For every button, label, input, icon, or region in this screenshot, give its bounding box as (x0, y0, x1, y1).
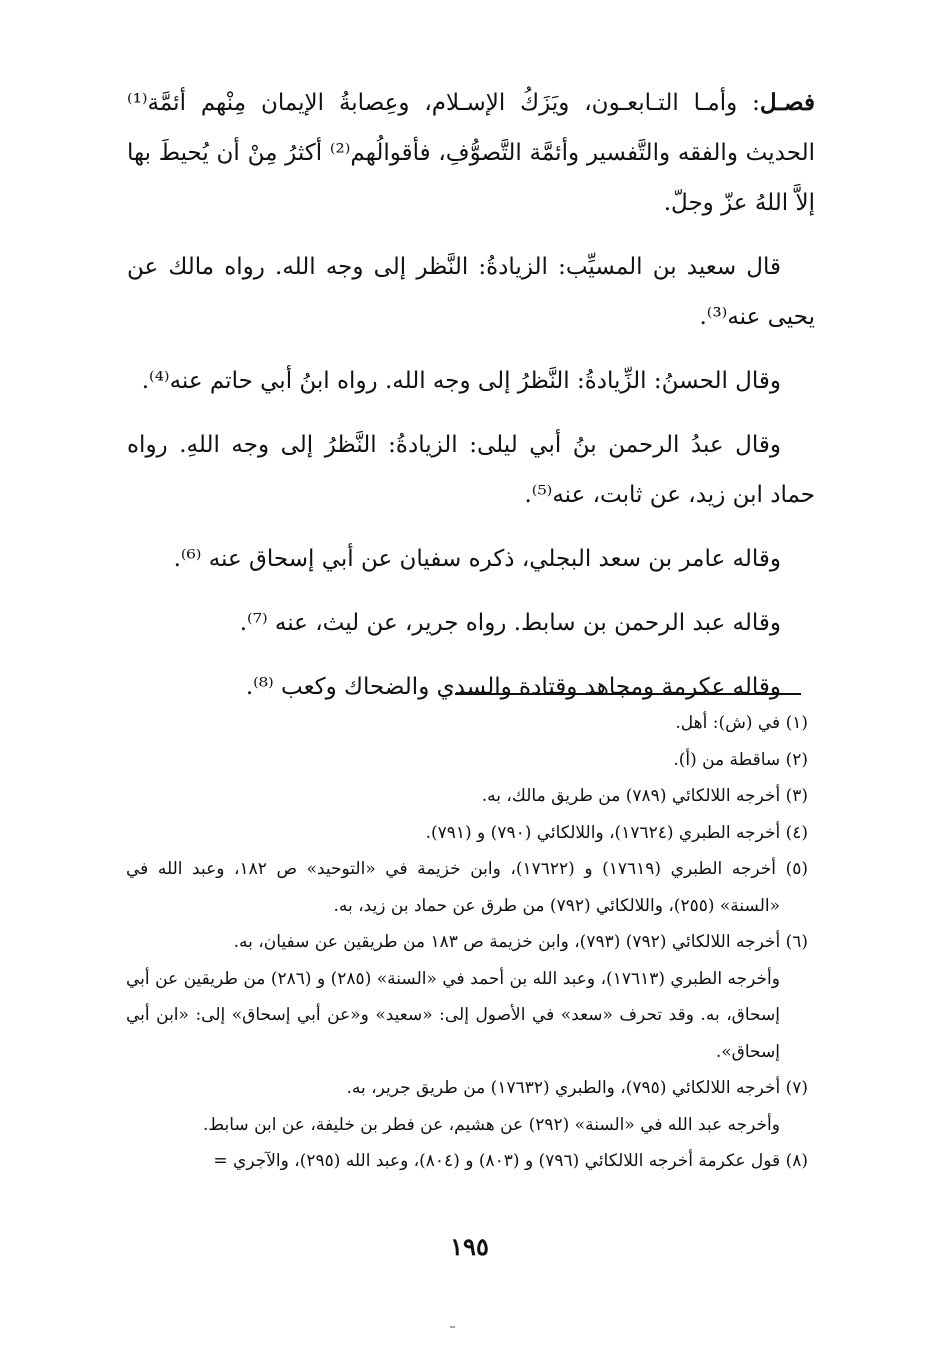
paragraph-amir-ibn-sad: وقاله عامر بن سعد البجلي، ذكره سفيان عن أبي إسحاق عنه ⁽⁶⁾. (173, 546, 781, 572)
paragraph-hasan: وقال الحسنُ: الزِّيادةُ: النَّظرُ إلى وجه الله. رواه ابنُ أبي حاتم عنه⁽⁴⁾. (141, 368, 781, 394)
footnote-4: (٤) أخرجه الطبري (١٧٦٢٤)، واللالكائي (٧٩٠) و (٧٩١). (425, 822, 808, 843)
footnote-5: (٥) أخرجه الطبري (١٧٦١٩) و (١٧٦٢٢)، وابن خزيمة في «التوحيد» ص ١٨٢، وعبد الله في «السنة» (٢٥٥)، واللالكائي (٧٩٢) من طرق عن حماد بن زيد، به. (126, 859, 808, 916)
footnote-1: (١) في (ش): أهل. (675, 713, 808, 733)
paragraph-ibn-abi-layla: وقال عبدُ الرحمن بنُ أبي ليلى: الزيادةُ: النَّظرُ إلى وجه اللهِ. رواه حماد ابن زيد، عن ثابت، عنه⁽⁵⁾. (127, 432, 815, 508)
paragraph-ikrima: وقاله عكرمة ومجاهد وقتادة والسدي والضحاك وكعب ⁽⁸⁾. (245, 674, 781, 700)
footnote-6-continuation: وأخرجه الطبري (١٧٦١٣)، وعبد الله بن أحمد في «السنة» (٢٨٥) و (٢٨٦) من طريقين عن أبي إسحاق، به. وقد تحرف «سعد» في الأصول إلى: «سعيد» و«عن أبي إسحاق» إلى: «ابن أبي إسحاق». (126, 968, 780, 1062)
section-heading: فصـل (759, 89, 815, 116)
footnote-6: (٦) أخرجه اللالكائي (٧٩٢) (٧٩٣)، وابن خزيمة ص ١٨٣ من طريقين عن سفيان، به. (233, 932, 808, 952)
footnote-divider (455, 693, 801, 695)
footnote-3: (٣) أخرجه اللالكائي (٧٨٩) من طريق مالك، به. (481, 786, 808, 806)
footnote-7: (٧) أخرجه اللالكائي (٧٩٥)، والطبري (١٧٦٣٢) من طريق جرير، به. (346, 1078, 808, 1098)
footnotes (126, 705, 808, 1180)
footnote-2: (٢) ساقطة من (أ). (673, 749, 808, 770)
footnote-7-continuation: وأخرجه عبد الله في «السنة» (٢٩٢) عن هشيم، عن فطر بن خليفة، عن ابن سابط. (202, 1114, 780, 1135)
page-number: ١٩٥ (450, 1232, 489, 1261)
footnote-8: (٨) قول عكرمة أخرجه اللالكائي (٧٩٦) و (٨٠٣) و (٨٠٤)، وعبد الله (٢٩٥)، والآجري = (213, 1151, 808, 1171)
paragraph-ibn-sabit: وقاله عبد الرحمن بن سابط. رواه جرير، عن ليث، عنه ⁽⁷⁾. (239, 610, 781, 636)
scan-speck (450, 1326, 455, 1328)
main-text (127, 78, 815, 726)
paragraph-said-ibn-musayyab: قال سعيد بن المسيِّب: الزيادةُ: النَّظر إلى وجه الله. رواه مالك عن يحيى عنه⁽³⁾. (127, 254, 815, 330)
paragraph-intro (127, 78, 815, 228)
intro-text: : وأمـا التـابعـون، ويَزَكُ الإسـلام، وعِصابةُ الإيمان مِنْهم أئمَّة⁽¹⁾ الحديث والفقه والتَّفسير وأئمَّة التَّصوُّفِ، فأقوالُهم⁽²⁾ أكثرُ مِنْ أن يُحيطَ بها إلاَّ اللهُ عزّ وجلّ. (127, 90, 815, 216)
